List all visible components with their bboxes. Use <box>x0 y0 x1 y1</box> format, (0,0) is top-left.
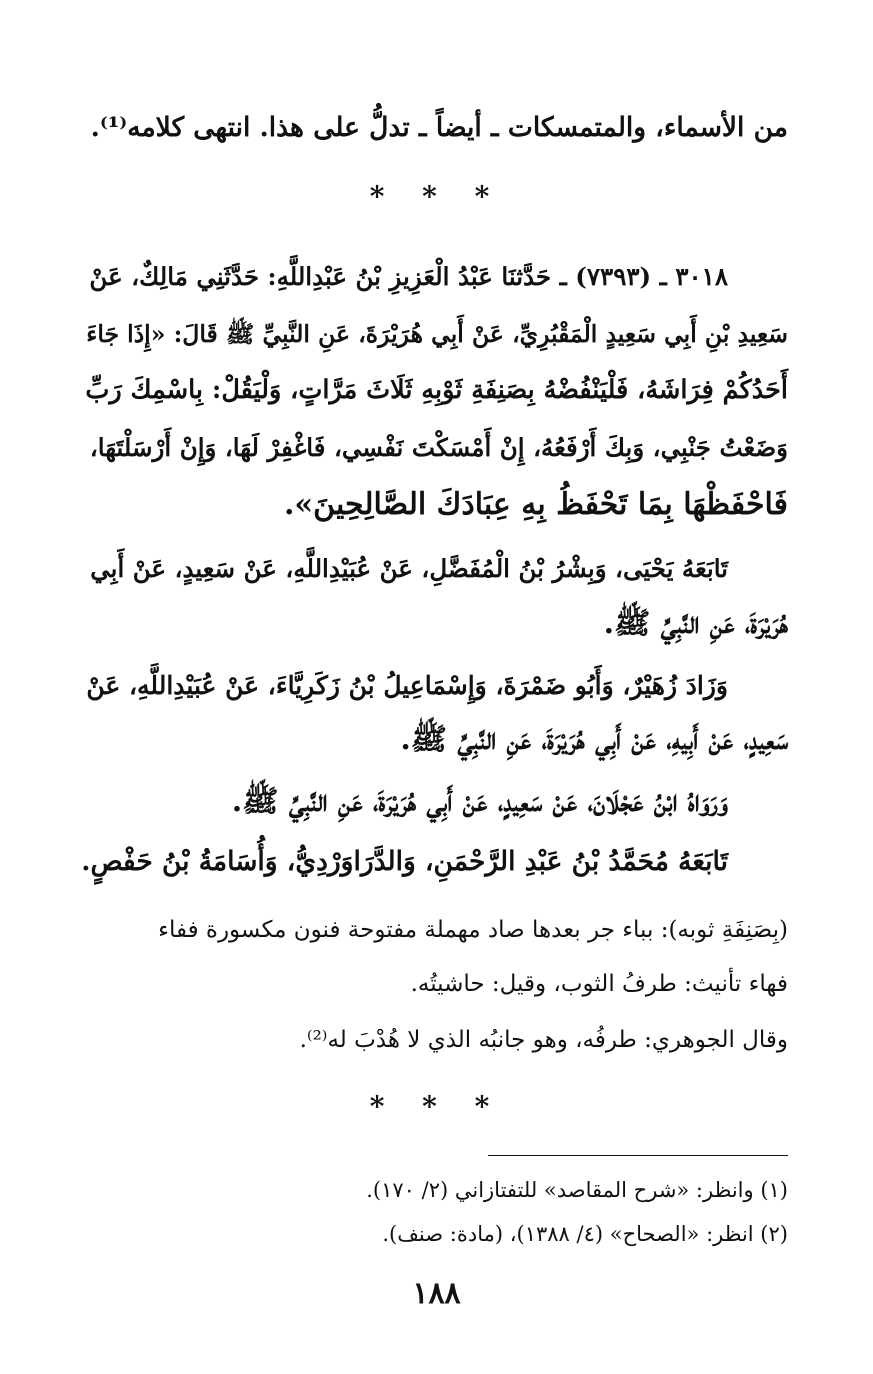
intro-line: من الأسماء، والمتمسكات ـ أيضاً ـ تدلُّ على هذا. انتهى كلامه⁽¹⁾. <box>90 112 788 143</box>
footnote: (٢) انظر: «الصحاح» (٤/ ١٣٨٨)، (مادة: صنف). <box>382 1222 788 1246</box>
commentary-line: (بِصَنِفَةِ ثوبه): بباء جر بعدها صاد مهملة مفتوحة فنون مكسورة ففاء <box>158 917 788 943</box>
section-separator: * * * <box>369 180 504 213</box>
hadith-line: وَضَعْتُ جَنْبِي، وَبِكَ أَرْفَعُهُ، إِنْ أَمْسَكْتَ نَفْسِي، فَاغْفِرْ لَهَا، وَإِنْ أَرْسَلْتَهَا، <box>89 433 788 462</box>
commentary-line: فهاء تأنيث: طرفُ الثوب، وقيل: حاشيتُه. <box>410 971 788 997</box>
hadith-line: فَاحْفَظْهَا بِمَا تَحْفَظُ بِهِ عِبَادَكَ الصَّالِحِينَ». <box>283 487 788 522</box>
commentary-jawhari-line: وقال الجوهري: طرفُه، وهو جانبُه الذي لا هُدْبَ له⁽²⁾. <box>299 1027 788 1053</box>
hadith-line: سَعِيدِ بْنِ أَبِي سَعِيدٍ الْمَقْبُرِيِّ، عَنْ أَبِي هُرَيْرَةَ، عَنِ النَّبِيِّ ﷺ قَالَ: «إِذَا جَاءَ <box>86 320 788 348</box>
ziyada-line: سَعِيدٍ، عَنْ أَبِيهِ، عَنْ أَبِي هُرَيْرَةَ، عَنِ النَّبِيِّ ﷺ. <box>400 722 788 757</box>
riwaya-line: وَرَوَاهُ ابْنُ عَجْلَانَ، عَنْ سَعِيدٍ، عَنْ أَبِي هُرَيْرَةَ، عَنِ النَّبِيِّ ﷺ. <box>231 784 728 819</box>
mutaba-line: هُرَيْرَةَ، عَنِ النَّبِيِّ ﷺ. <box>603 606 788 641</box>
ziyada-line: وَزَادَ زُهَيْرٌ، وَأَبُو ضَمْرَةَ، وَإِسْمَاعِيلُ بْنُ زَكَرِيَّاءَ، عَنْ عُبَيْدِاللَّهِ، عَنْ <box>86 671 728 700</box>
page-number: ١٨٨ <box>412 1276 461 1311</box>
section-separator: * * * <box>369 1090 504 1123</box>
footnote-divider <box>488 1155 788 1156</box>
hadith-line: أَحَدُكُمْ فِرَاشَهُ، فَلْيَنْفُضْهُ بِصَنِفَةِ ثَوْبِهِ ثَلَاثَ مَرَّاتٍ، وَلْيَقُلْ: بِاسْمِكَ رَبِّ <box>85 375 788 405</box>
hadith-line: ٣٠١٨ ـ (٧٣٩٣) ـ حَدَّثنَا عَبْدُ الْعَزِيزِ بْنُ عَبْدِاللَّهِ: حَدَّثَنِي مَالِكٌ، عَنْ <box>89 262 728 291</box>
footnote: (١) وانظر: «شرح المقاصد» للتفتازاني (٢/ ١٧٠). <box>366 1178 788 1202</box>
mutaba-2-line: تَابَعَهُ مُحَمَّدُ بْنُ عَبْدِ الرَّحْمَنِ، وَالدَّرَاوَرْدِيُّ، وَأُسَامَةُ بْنُ حَفْصٍ. <box>81 846 728 877</box>
mutaba-line: تَابَعَهُ يَحْيَى، وَبِشْرُ بْنُ الْمُفَضَّلِ، عَنْ عُبَيْدِاللَّهِ، عَنْ سَعِيدٍ، عَنْ أَبِي <box>90 554 728 583</box>
